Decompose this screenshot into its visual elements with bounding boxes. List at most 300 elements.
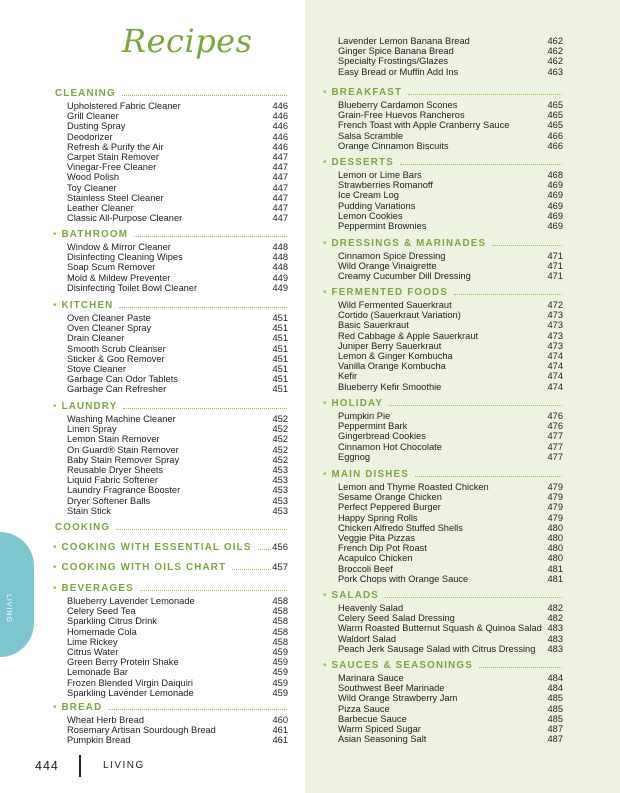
recipe-page-number: 446 bbox=[272, 111, 288, 122]
recipe-page-number: 451 bbox=[272, 343, 288, 354]
section-heading[interactable] bbox=[55, 87, 288, 100]
section-title: DRESSINGS & MARINADES bbox=[331, 238, 487, 249]
recipe-name: Dryer Softener Balls bbox=[67, 495, 151, 506]
recipe-page-number: 487 bbox=[547, 734, 563, 745]
recipe-name: Lemon Cookies bbox=[338, 210, 403, 221]
recipe-page-number: 458 bbox=[272, 596, 288, 606]
dot-leader bbox=[454, 294, 562, 295]
recipe-name: Waldorf Salad bbox=[338, 633, 397, 644]
recipe-entry[interactable] bbox=[338, 261, 563, 271]
section-title: SALADS bbox=[331, 590, 379, 601]
recipe-entry[interactable] bbox=[67, 262, 288, 272]
toc-section-bread bbox=[55, 701, 288, 746]
dot-leader bbox=[492, 245, 562, 246]
recipe-entry[interactable] bbox=[67, 344, 288, 354]
recipe-name: Smooth Scrub Cleanser bbox=[67, 343, 166, 354]
recipe-entry[interactable] bbox=[67, 313, 288, 323]
section-heading[interactable] bbox=[55, 228, 288, 241]
recipe-entry[interactable] bbox=[338, 100, 563, 110]
recipe-name: Barbecue Sauce bbox=[338, 713, 407, 724]
recipe-entry[interactable] bbox=[67, 506, 288, 516]
recipe-name: Red Cabbage & Apple Sauerkraut bbox=[338, 330, 479, 341]
recipe-page-number: 452 bbox=[272, 454, 288, 465]
recipe-entry[interactable] bbox=[67, 445, 288, 455]
recipe-page-number: 477 bbox=[547, 451, 563, 462]
recipe-name: French Dip Pot Roast bbox=[338, 543, 427, 554]
dot-leader bbox=[385, 597, 562, 598]
recipe-entry[interactable] bbox=[338, 180, 563, 190]
recipe-page-number: 461 bbox=[272, 735, 288, 746]
recipe-name: Disinfecting Toilet Bowl Cleaner bbox=[67, 282, 198, 293]
recipe-entry[interactable] bbox=[338, 644, 563, 654]
recipe-entry[interactable] bbox=[338, 120, 563, 130]
recipe-entry[interactable] bbox=[338, 683, 563, 693]
recipe-entry[interactable] bbox=[67, 647, 288, 657]
recipe-list bbox=[55, 101, 288, 223]
recipe-entry[interactable] bbox=[67, 496, 288, 506]
recipe-entry[interactable] bbox=[338, 564, 563, 574]
recipe-list bbox=[55, 715, 288, 746]
recipe-page-number: 465 bbox=[547, 120, 563, 131]
recipe-entry[interactable] bbox=[338, 201, 563, 211]
recipe-page-number: 481 bbox=[547, 563, 563, 574]
recipe-name: Wild Fermented Sauerkraut bbox=[338, 300, 452, 310]
recipe-page-number: 447 bbox=[272, 151, 288, 162]
recipe-entry[interactable] bbox=[338, 623, 563, 633]
footer-section-label: LIVING bbox=[103, 760, 145, 771]
section-heading[interactable] bbox=[325, 286, 563, 299]
recipe-name: Lemon or Lime Bars bbox=[338, 170, 422, 180]
recipe-name: Blueberry Kefir Smoothie bbox=[338, 381, 442, 392]
recipe-name: On Guard® Stain Remover bbox=[67, 444, 179, 455]
recipe-entry[interactable] bbox=[338, 634, 563, 644]
recipe-entry[interactable] bbox=[67, 283, 288, 293]
recipe-entry[interactable] bbox=[338, 211, 563, 221]
bullet-icon: • bbox=[53, 228, 57, 240]
recipe-entry[interactable] bbox=[67, 374, 288, 384]
recipe-entry[interactable] bbox=[338, 613, 563, 623]
recipe-entry[interactable] bbox=[338, 46, 563, 56]
recipe-name: Specialty Frostings/Glazes bbox=[338, 56, 449, 67]
recipe-entry[interactable] bbox=[338, 351, 563, 361]
recipe-entry[interactable] bbox=[338, 131, 563, 141]
recipe-list bbox=[55, 414, 288, 516]
recipe-entry[interactable] bbox=[338, 67, 563, 77]
recipe-entry[interactable] bbox=[67, 354, 288, 364]
recipe-page-number: 459 bbox=[272, 657, 288, 668]
recipe-page-number: 473 bbox=[547, 320, 563, 331]
recipe-name: Cinnamon Hot Chocolate bbox=[338, 441, 442, 452]
recipe-entry[interactable] bbox=[338, 482, 563, 492]
recipe-name: Drain Cleaner bbox=[67, 333, 125, 344]
recipe-page-number: 459 bbox=[272, 687, 288, 698]
recipe-name: Lime Rickey bbox=[67, 636, 118, 647]
recipe-name: Broccoli Beef bbox=[338, 563, 393, 574]
recipe-page-number: 480 bbox=[547, 522, 563, 533]
recipe-list bbox=[55, 596, 288, 698]
recipe-entry[interactable] bbox=[338, 603, 563, 613]
recipe-page-number: 474 bbox=[547, 361, 563, 372]
recipe-entry[interactable] bbox=[67, 203, 288, 213]
footer-divider bbox=[79, 755, 81, 777]
recipe-name: Vanilla Orange Kombucha bbox=[338, 361, 446, 372]
recipe-page-number: 451 bbox=[272, 374, 288, 385]
section-title: BATHROOM bbox=[61, 229, 129, 240]
recipe-page-number: 448 bbox=[272, 242, 288, 252]
recipe-name: Ginger Spice Banana Bread bbox=[338, 46, 454, 57]
recipe-entry[interactable] bbox=[67, 101, 288, 111]
recipe-entry[interactable] bbox=[338, 502, 563, 512]
section-heading[interactable] bbox=[325, 156, 563, 169]
section-heading[interactable] bbox=[325, 237, 563, 250]
recipe-name: Pumpkin Pie bbox=[338, 411, 391, 421]
recipe-page-number: 474 bbox=[547, 350, 563, 361]
recipe-entry[interactable] bbox=[67, 606, 288, 616]
dot-leader bbox=[108, 709, 287, 710]
recipe-entry[interactable] bbox=[338, 714, 563, 724]
toc-section-cooking_oils bbox=[55, 541, 288, 555]
recipe-name: Sparkling Citrus Drink bbox=[67, 616, 157, 627]
recipe-entry[interactable] bbox=[67, 142, 288, 152]
recipe-page-number: 451 bbox=[272, 363, 288, 374]
recipe-page-number: 463 bbox=[547, 66, 563, 77]
dot-leader bbox=[116, 529, 287, 530]
recipe-page-number: 466 bbox=[547, 130, 563, 141]
recipe-entry[interactable] bbox=[67, 384, 288, 394]
recipe-entry[interactable] bbox=[67, 667, 288, 677]
recipe-entry[interactable] bbox=[67, 455, 288, 465]
recipe-entry[interactable] bbox=[338, 452, 563, 462]
recipe-entry[interactable] bbox=[67, 183, 288, 193]
toc-section-holiday bbox=[325, 397, 563, 462]
recipe-page-number: 473 bbox=[547, 310, 563, 321]
bullet-icon: • bbox=[53, 299, 57, 311]
recipe-entry[interactable] bbox=[338, 371, 563, 381]
recipe-page-number: 458 bbox=[272, 606, 288, 617]
recipe-page-number: 479 bbox=[547, 492, 563, 503]
dot-leader bbox=[123, 408, 287, 409]
recipe-name: Perfect Peppered Burger bbox=[338, 502, 441, 513]
recipe-name: Wood Polish bbox=[67, 172, 120, 183]
recipe-name: Chicken Alfredo Stuffed Shells bbox=[338, 522, 463, 533]
recipe-name: Wheat Herb Bread bbox=[67, 715, 144, 725]
section-heading[interactable] bbox=[325, 86, 563, 99]
section-title: LAUNDRY bbox=[61, 401, 118, 412]
recipe-page-number: 447 bbox=[272, 202, 288, 213]
recipe-name: Citrus Water bbox=[67, 646, 119, 657]
section-title: KITCHEN bbox=[61, 300, 114, 311]
page-title: Recipes bbox=[122, 22, 253, 60]
recipe-list bbox=[325, 170, 563, 231]
recipe-list bbox=[325, 673, 563, 744]
recipe-entry[interactable] bbox=[338, 673, 563, 683]
recipe-name: Lemon & Ginger Kombucha bbox=[338, 350, 453, 361]
recipe-name: Peach Jerk Sausage Salad with Citrus Dressing bbox=[338, 643, 536, 654]
recipe-entry[interactable] bbox=[338, 734, 563, 744]
bullet-icon: • bbox=[53, 561, 57, 573]
recipe-entry[interactable] bbox=[338, 271, 563, 281]
dot-leader bbox=[479, 667, 562, 668]
section-heading[interactable] bbox=[325, 589, 563, 602]
recipe-entry[interactable] bbox=[67, 111, 288, 121]
recipe-page-number: 479 bbox=[547, 512, 563, 523]
bullet-icon: • bbox=[323, 397, 327, 409]
recipe-name: Celery Seed Salad Dressing bbox=[338, 613, 455, 624]
recipe-page-number: 476 bbox=[547, 421, 563, 432]
recipe-page-number: 451 bbox=[272, 313, 288, 323]
bullet-icon: • bbox=[53, 400, 57, 412]
recipe-page-number: 446 bbox=[272, 131, 288, 142]
recipe-name: Wild Orange Strawberry Jam bbox=[338, 693, 458, 704]
recipe-name: Lavender Lemon Banana Bread bbox=[338, 36, 470, 46]
recipe-page-number: 459 bbox=[272, 677, 288, 688]
recipe-list bbox=[325, 482, 563, 584]
recipe-entry[interactable] bbox=[67, 414, 288, 424]
recipe-entry[interactable] bbox=[67, 121, 288, 131]
recipe-name: Easy Bread or Muffin Add Ins bbox=[338, 66, 459, 77]
recipe-name: Rosemary Artisan Sourdough Bread bbox=[67, 725, 216, 736]
toc-section-beverages bbox=[55, 582, 288, 698]
recipe-page-number: 485 bbox=[547, 693, 563, 704]
recipe-entry[interactable] bbox=[338, 543, 563, 553]
recipe-entry[interactable] bbox=[67, 333, 288, 343]
recipe-page-number: 469 bbox=[547, 210, 563, 221]
recipe-name: Kefir bbox=[338, 371, 358, 382]
recipe-entry[interactable] bbox=[338, 310, 563, 320]
recipe-entry[interactable] bbox=[67, 152, 288, 162]
recipe-page-number: 447 bbox=[272, 213, 288, 224]
section-heading[interactable] bbox=[325, 659, 563, 672]
recipe-page-number: 477 bbox=[547, 431, 563, 442]
recipe-entry[interactable] bbox=[67, 627, 288, 637]
recipe-page-number: 449 bbox=[272, 282, 288, 293]
recipe-page-number: 482 bbox=[547, 613, 563, 624]
recipe-name: Pizza Sauce bbox=[338, 703, 390, 714]
recipe-name: Homemade Cola bbox=[67, 626, 137, 637]
recipe-entry[interactable] bbox=[67, 162, 288, 172]
recipe-page-number: 459 bbox=[272, 646, 288, 657]
recipe-page-number: 476 bbox=[547, 411, 563, 421]
recipe-entry[interactable] bbox=[338, 320, 563, 330]
recipe-name: Sparkling Lavender Lemonade bbox=[67, 687, 194, 698]
recipe-entry[interactable] bbox=[338, 533, 563, 543]
section-heading[interactable] bbox=[55, 701, 288, 714]
recipe-page-number: 471 bbox=[547, 261, 563, 272]
recipe-entry[interactable] bbox=[338, 251, 563, 261]
recipe-page-number: 449 bbox=[272, 272, 288, 283]
recipe-entry[interactable] bbox=[338, 341, 563, 351]
recipe-name: Refresh & Purify the Air bbox=[67, 141, 164, 152]
recipe-entry[interactable] bbox=[338, 411, 563, 421]
recipe-name: Pumpkin Bread bbox=[67, 735, 131, 746]
recipe-name: Strawberries Romanoff bbox=[338, 180, 433, 191]
recipe-entry[interactable] bbox=[338, 36, 563, 46]
recipe-page-number: 468 bbox=[547, 170, 563, 180]
recipe-page-number: 483 bbox=[547, 633, 563, 644]
recipe-name: Peppermint Brownies bbox=[338, 220, 427, 231]
recipe-entry[interactable] bbox=[338, 523, 563, 533]
recipe-name: Oven Cleaner Spray bbox=[67, 323, 152, 334]
recipe-entry[interactable] bbox=[67, 475, 288, 485]
recipe-entry[interactable] bbox=[338, 331, 563, 341]
recipe-entry[interactable] bbox=[67, 424, 288, 434]
section-title: SAUCES & SEASONINGS bbox=[331, 660, 473, 671]
recipe-entry[interactable] bbox=[67, 364, 288, 374]
recipe-entry[interactable] bbox=[338, 361, 563, 371]
dot-leader bbox=[408, 94, 562, 95]
toc-section-desserts bbox=[325, 156, 563, 231]
section-heading[interactable] bbox=[55, 400, 288, 413]
bullet-icon: • bbox=[323, 659, 327, 671]
recipe-entry[interactable] bbox=[67, 637, 288, 647]
recipe-entry[interactable] bbox=[67, 725, 288, 735]
recipe-entry[interactable] bbox=[67, 485, 288, 495]
recipe-name: Basic Sauerkraut bbox=[338, 320, 409, 331]
recipe-name: Orange Cinnamon Biscuits bbox=[338, 140, 449, 151]
section-heading[interactable] bbox=[55, 541, 288, 554]
bullet-icon: • bbox=[53, 541, 57, 553]
recipe-entry[interactable] bbox=[67, 616, 288, 626]
recipe-name: Asian Seasoning Salt bbox=[338, 734, 427, 745]
recipe-entry[interactable] bbox=[67, 735, 288, 745]
recipe-name: Green Berry Protein Shake bbox=[67, 657, 179, 668]
recipe-name: Wild Orange Vinaigrette bbox=[338, 261, 437, 272]
recipe-entry[interactable] bbox=[67, 213, 288, 223]
recipe-entry[interactable] bbox=[338, 170, 563, 180]
recipe-page-number: 452 bbox=[272, 424, 288, 435]
recipe-entry[interactable] bbox=[67, 273, 288, 283]
toc-section-bread_cont bbox=[325, 36, 563, 77]
section-heading[interactable] bbox=[55, 521, 288, 534]
recipe-entry[interactable] bbox=[338, 693, 563, 703]
recipe-page-number: 465 bbox=[547, 110, 563, 121]
recipe-entry[interactable] bbox=[338, 221, 563, 231]
recipe-page-number: 469 bbox=[547, 180, 563, 191]
recipe-page-number: 484 bbox=[547, 683, 563, 694]
recipe-page-number: 462 bbox=[547, 56, 563, 67]
recipe-name: Garbage Can Refresher bbox=[67, 384, 167, 395]
recipe-entry[interactable] bbox=[67, 465, 288, 475]
toc-section-dressings bbox=[325, 237, 563, 282]
recipe-page-number: 473 bbox=[547, 330, 563, 341]
recipe-entry[interactable] bbox=[338, 421, 563, 431]
section-page-number: 457 bbox=[272, 562, 288, 573]
recipe-entry[interactable] bbox=[338, 141, 563, 151]
recipe-entry[interactable] bbox=[67, 242, 288, 252]
recipe-name: Ice Cream Log bbox=[338, 190, 399, 201]
section-title: DESSERTS bbox=[331, 157, 394, 168]
recipe-entry[interactable] bbox=[338, 553, 563, 563]
recipe-entry[interactable] bbox=[338, 574, 563, 584]
recipe-name: Reusable Dryer Sheets bbox=[67, 464, 164, 475]
recipe-entry[interactable] bbox=[338, 724, 563, 734]
section-title: HOLIDAY bbox=[331, 398, 384, 409]
recipe-page-number: 458 bbox=[272, 626, 288, 637]
section-title: BREAD bbox=[61, 702, 103, 713]
recipe-entry[interactable] bbox=[338, 492, 563, 502]
recipe-name: Sesame Orange Chicken bbox=[338, 492, 442, 503]
recipe-page-number: 479 bbox=[547, 502, 563, 513]
section-title: BREAKFAST bbox=[331, 87, 403, 98]
recipe-entry[interactable] bbox=[67, 688, 288, 698]
recipe-page-number: 446 bbox=[272, 121, 288, 132]
recipe-page-number: 462 bbox=[547, 36, 563, 46]
recipe-page-number: 452 bbox=[272, 434, 288, 445]
dot-leader bbox=[415, 476, 562, 477]
recipe-entry[interactable] bbox=[67, 172, 288, 182]
recipe-entry[interactable] bbox=[338, 442, 563, 452]
section-heading[interactable] bbox=[55, 561, 288, 574]
recipe-page-number: 451 bbox=[272, 384, 288, 395]
recipe-entry[interactable] bbox=[338, 382, 563, 392]
recipe-entry[interactable] bbox=[67, 252, 288, 262]
recipe-name: Pork Chops with Orange Sauce bbox=[338, 573, 469, 584]
section-heading[interactable] bbox=[325, 468, 563, 481]
recipe-page-number: 451 bbox=[272, 323, 288, 334]
recipe-entry[interactable] bbox=[338, 190, 563, 200]
recipe-page-number: 447 bbox=[272, 172, 288, 183]
recipe-page-number: 462 bbox=[547, 46, 563, 57]
recipe-name: Celery Seed Tea bbox=[67, 606, 136, 617]
section-title: COOKING WITH OILS CHART bbox=[61, 562, 227, 573]
recipe-entry[interactable] bbox=[67, 132, 288, 142]
dot-leader bbox=[258, 549, 272, 550]
recipe-page-number: 459 bbox=[272, 667, 288, 678]
recipe-name: Carpet Stain Remover bbox=[67, 151, 159, 162]
bullet-icon: • bbox=[323, 468, 327, 480]
section-page-number: 456 bbox=[272, 542, 288, 553]
recipe-entry[interactable] bbox=[338, 431, 563, 441]
section-heading[interactable] bbox=[55, 299, 288, 312]
section-title: BEVERAGES bbox=[61, 583, 134, 594]
recipe-page-number: 453 bbox=[272, 464, 288, 475]
recipe-entry[interactable] bbox=[67, 323, 288, 333]
recipe-entry[interactable] bbox=[338, 110, 563, 120]
recipe-page-number: 461 bbox=[272, 725, 288, 736]
recipe-name: Window & Mirror Cleaner bbox=[67, 242, 171, 252]
recipe-page-number: 479 bbox=[547, 482, 563, 492]
recipe-name: Laundry Fragrance Booster bbox=[67, 485, 181, 496]
recipe-entry[interactable] bbox=[67, 657, 288, 667]
dot-leader bbox=[134, 236, 287, 237]
recipe-entry[interactable] bbox=[67, 596, 288, 606]
recipe-entry[interactable] bbox=[338, 300, 563, 310]
toc-section-cleaning bbox=[55, 87, 288, 223]
section-heading[interactable] bbox=[55, 582, 288, 595]
recipe-entry[interactable] bbox=[338, 513, 563, 523]
section-title: COOKING bbox=[55, 522, 111, 533]
recipe-entry[interactable] bbox=[67, 715, 288, 725]
recipe-list bbox=[55, 313, 288, 395]
dot-leader bbox=[119, 307, 287, 308]
recipe-name: Linen Spray bbox=[67, 424, 117, 435]
recipe-page-number: 448 bbox=[272, 262, 288, 273]
recipe-entry[interactable] bbox=[338, 704, 563, 714]
recipe-entry[interactable] bbox=[67, 434, 288, 444]
recipe-entry[interactable] bbox=[338, 56, 563, 66]
section-heading[interactable] bbox=[325, 397, 563, 410]
recipe-name: Toy Cleaner bbox=[67, 182, 117, 193]
recipe-page-number: 484 bbox=[547, 673, 563, 683]
recipe-name: Disinfecting Cleaning Wipes bbox=[67, 252, 183, 263]
recipe-name: Pudding Variations bbox=[338, 200, 416, 211]
recipe-entry[interactable] bbox=[67, 678, 288, 688]
recipe-page-number: 452 bbox=[272, 414, 288, 424]
dot-leader bbox=[232, 569, 271, 570]
recipe-entry[interactable] bbox=[67, 193, 288, 203]
recipe-name: Mold & Mildew Preventer bbox=[67, 272, 171, 283]
recipe-page-number: 469 bbox=[547, 200, 563, 211]
